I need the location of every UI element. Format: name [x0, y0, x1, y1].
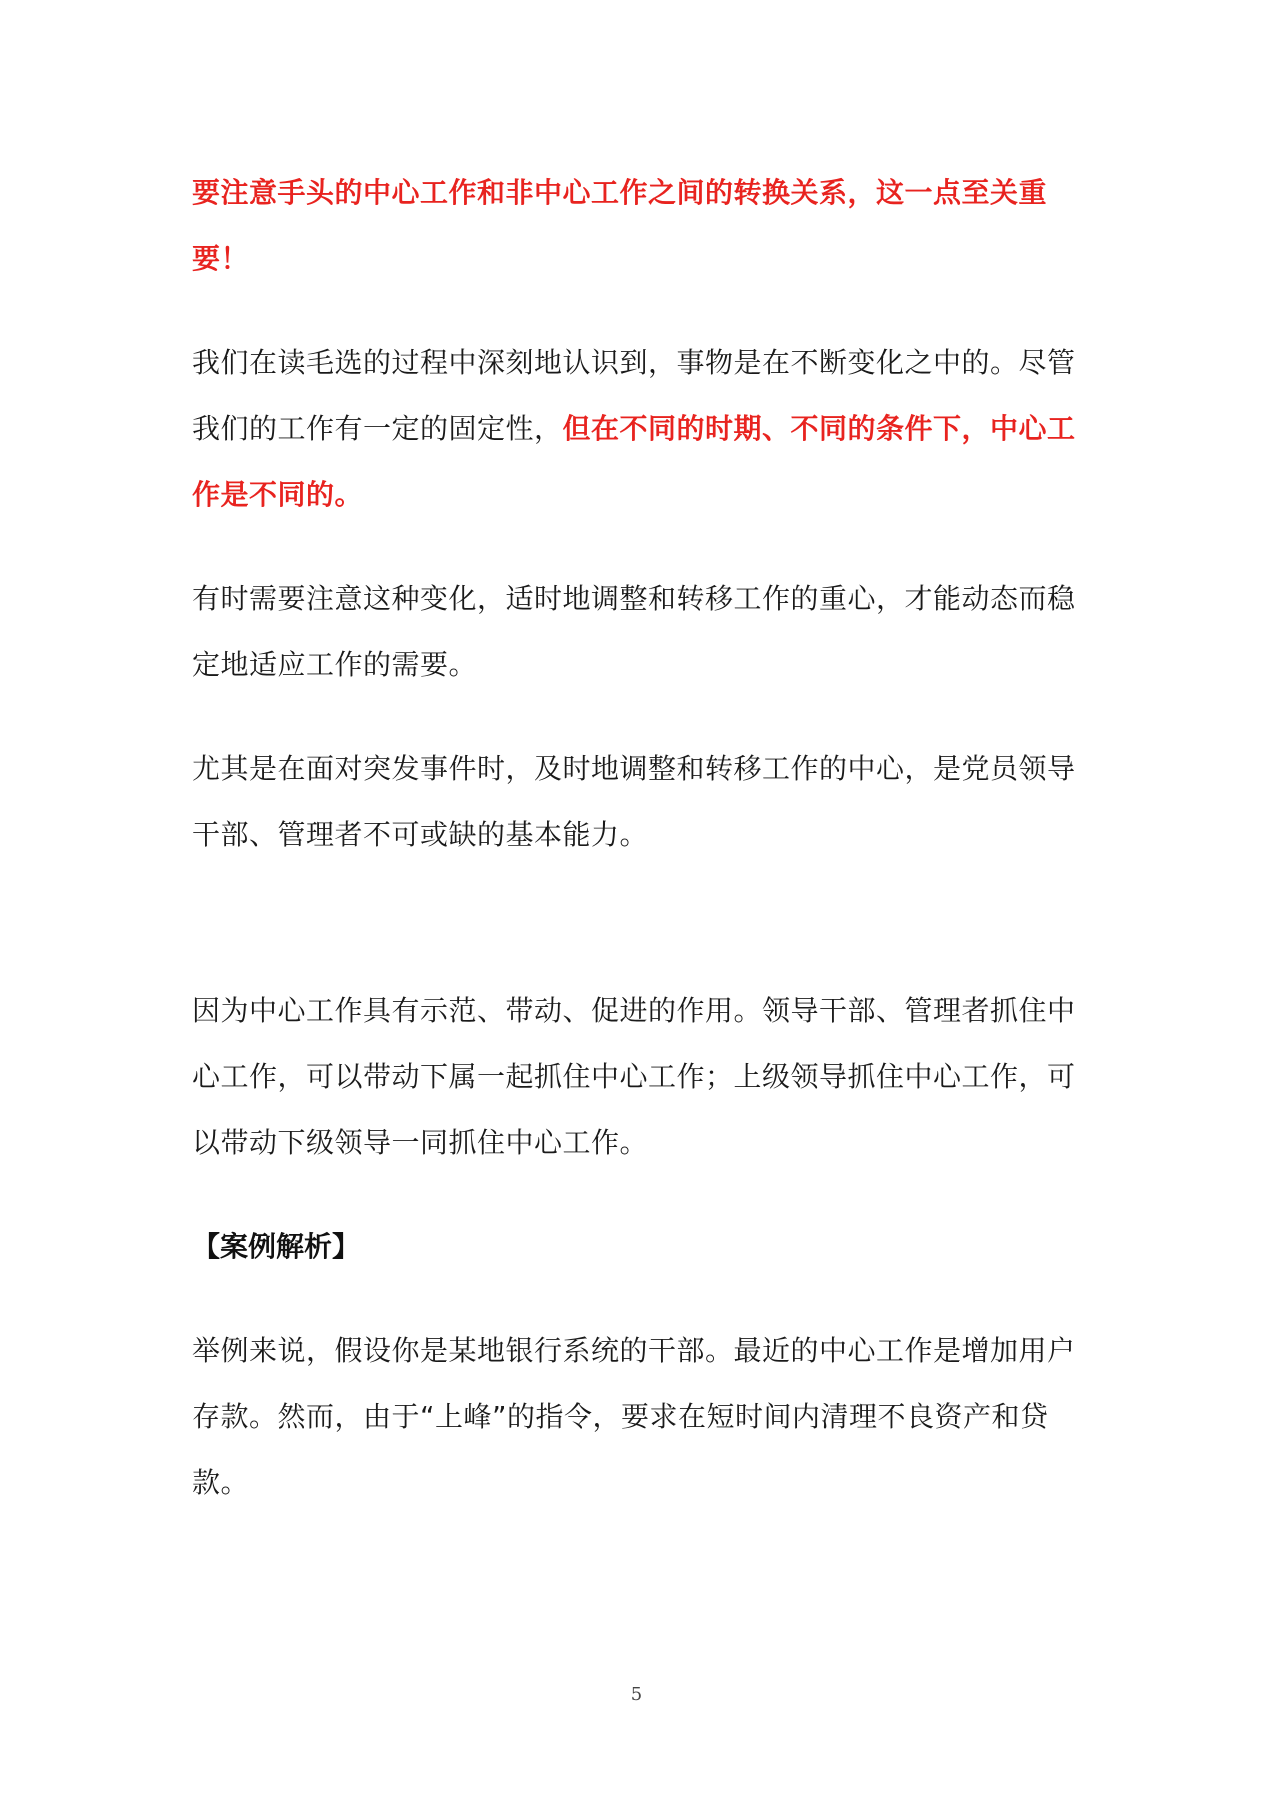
- paragraph-key-point: [192, 160, 1087, 292]
- body-text: 举例来说，假设你是某地银行系统的干部。最近的中心工作是增加用户存款。然而，由于“上峰”的指令，要求在短时间内清理不良资产和贷款。: [192, 1334, 1076, 1499]
- spacer: [192, 1176, 1087, 1214]
- paragraph-adjust: [192, 566, 1087, 698]
- section-heading: 【案例解析】: [192, 1230, 361, 1263]
- paragraph-emergency: [192, 736, 1087, 868]
- paragraph-case: [192, 1318, 1087, 1516]
- body-text: 有时需要注意这种变化，适时地调整和转移工作的重心，才能动态而稳定地适应工作的需要。: [192, 582, 1076, 681]
- spacer: [192, 292, 1087, 330]
- body-text: 因为中心工作具有示范、带动、促进的作用。领导干部、管理者抓住中心工作，可以带动下属一起抓住中心工作；上级领导抓住中心工作，可以带动下级领导一同抓住中心工作。: [192, 994, 1076, 1159]
- spacer: [192, 1280, 1087, 1318]
- page-content: [192, 160, 1087, 1516]
- emphasis-text: 但在不同的时期、不同的条件下，中心工作是不同的。: [192, 412, 1076, 511]
- spacer: [192, 528, 1087, 566]
- body-text: 我们在读毛选的过程中深刻地认识到，事物是在不断变化之中的。尽管我们的工作有一定的固定性，: [192, 346, 1076, 445]
- body-text: 尤其是在面对突发事件时，及时地调整和转移工作的中心，是党员领导干部、管理者不可或缺的基本能力。: [192, 752, 1076, 851]
- spacer: [192, 698, 1087, 736]
- page-number: 5: [630, 1684, 643, 1705]
- paragraph-leadership: [192, 978, 1087, 1176]
- spacer: [192, 868, 1087, 978]
- emphasis-text: 要注意手头的中心工作和非中心工作之间的转换关系，这一点至关重要！: [192, 176, 1048, 275]
- paragraph-change: [192, 330, 1087, 528]
